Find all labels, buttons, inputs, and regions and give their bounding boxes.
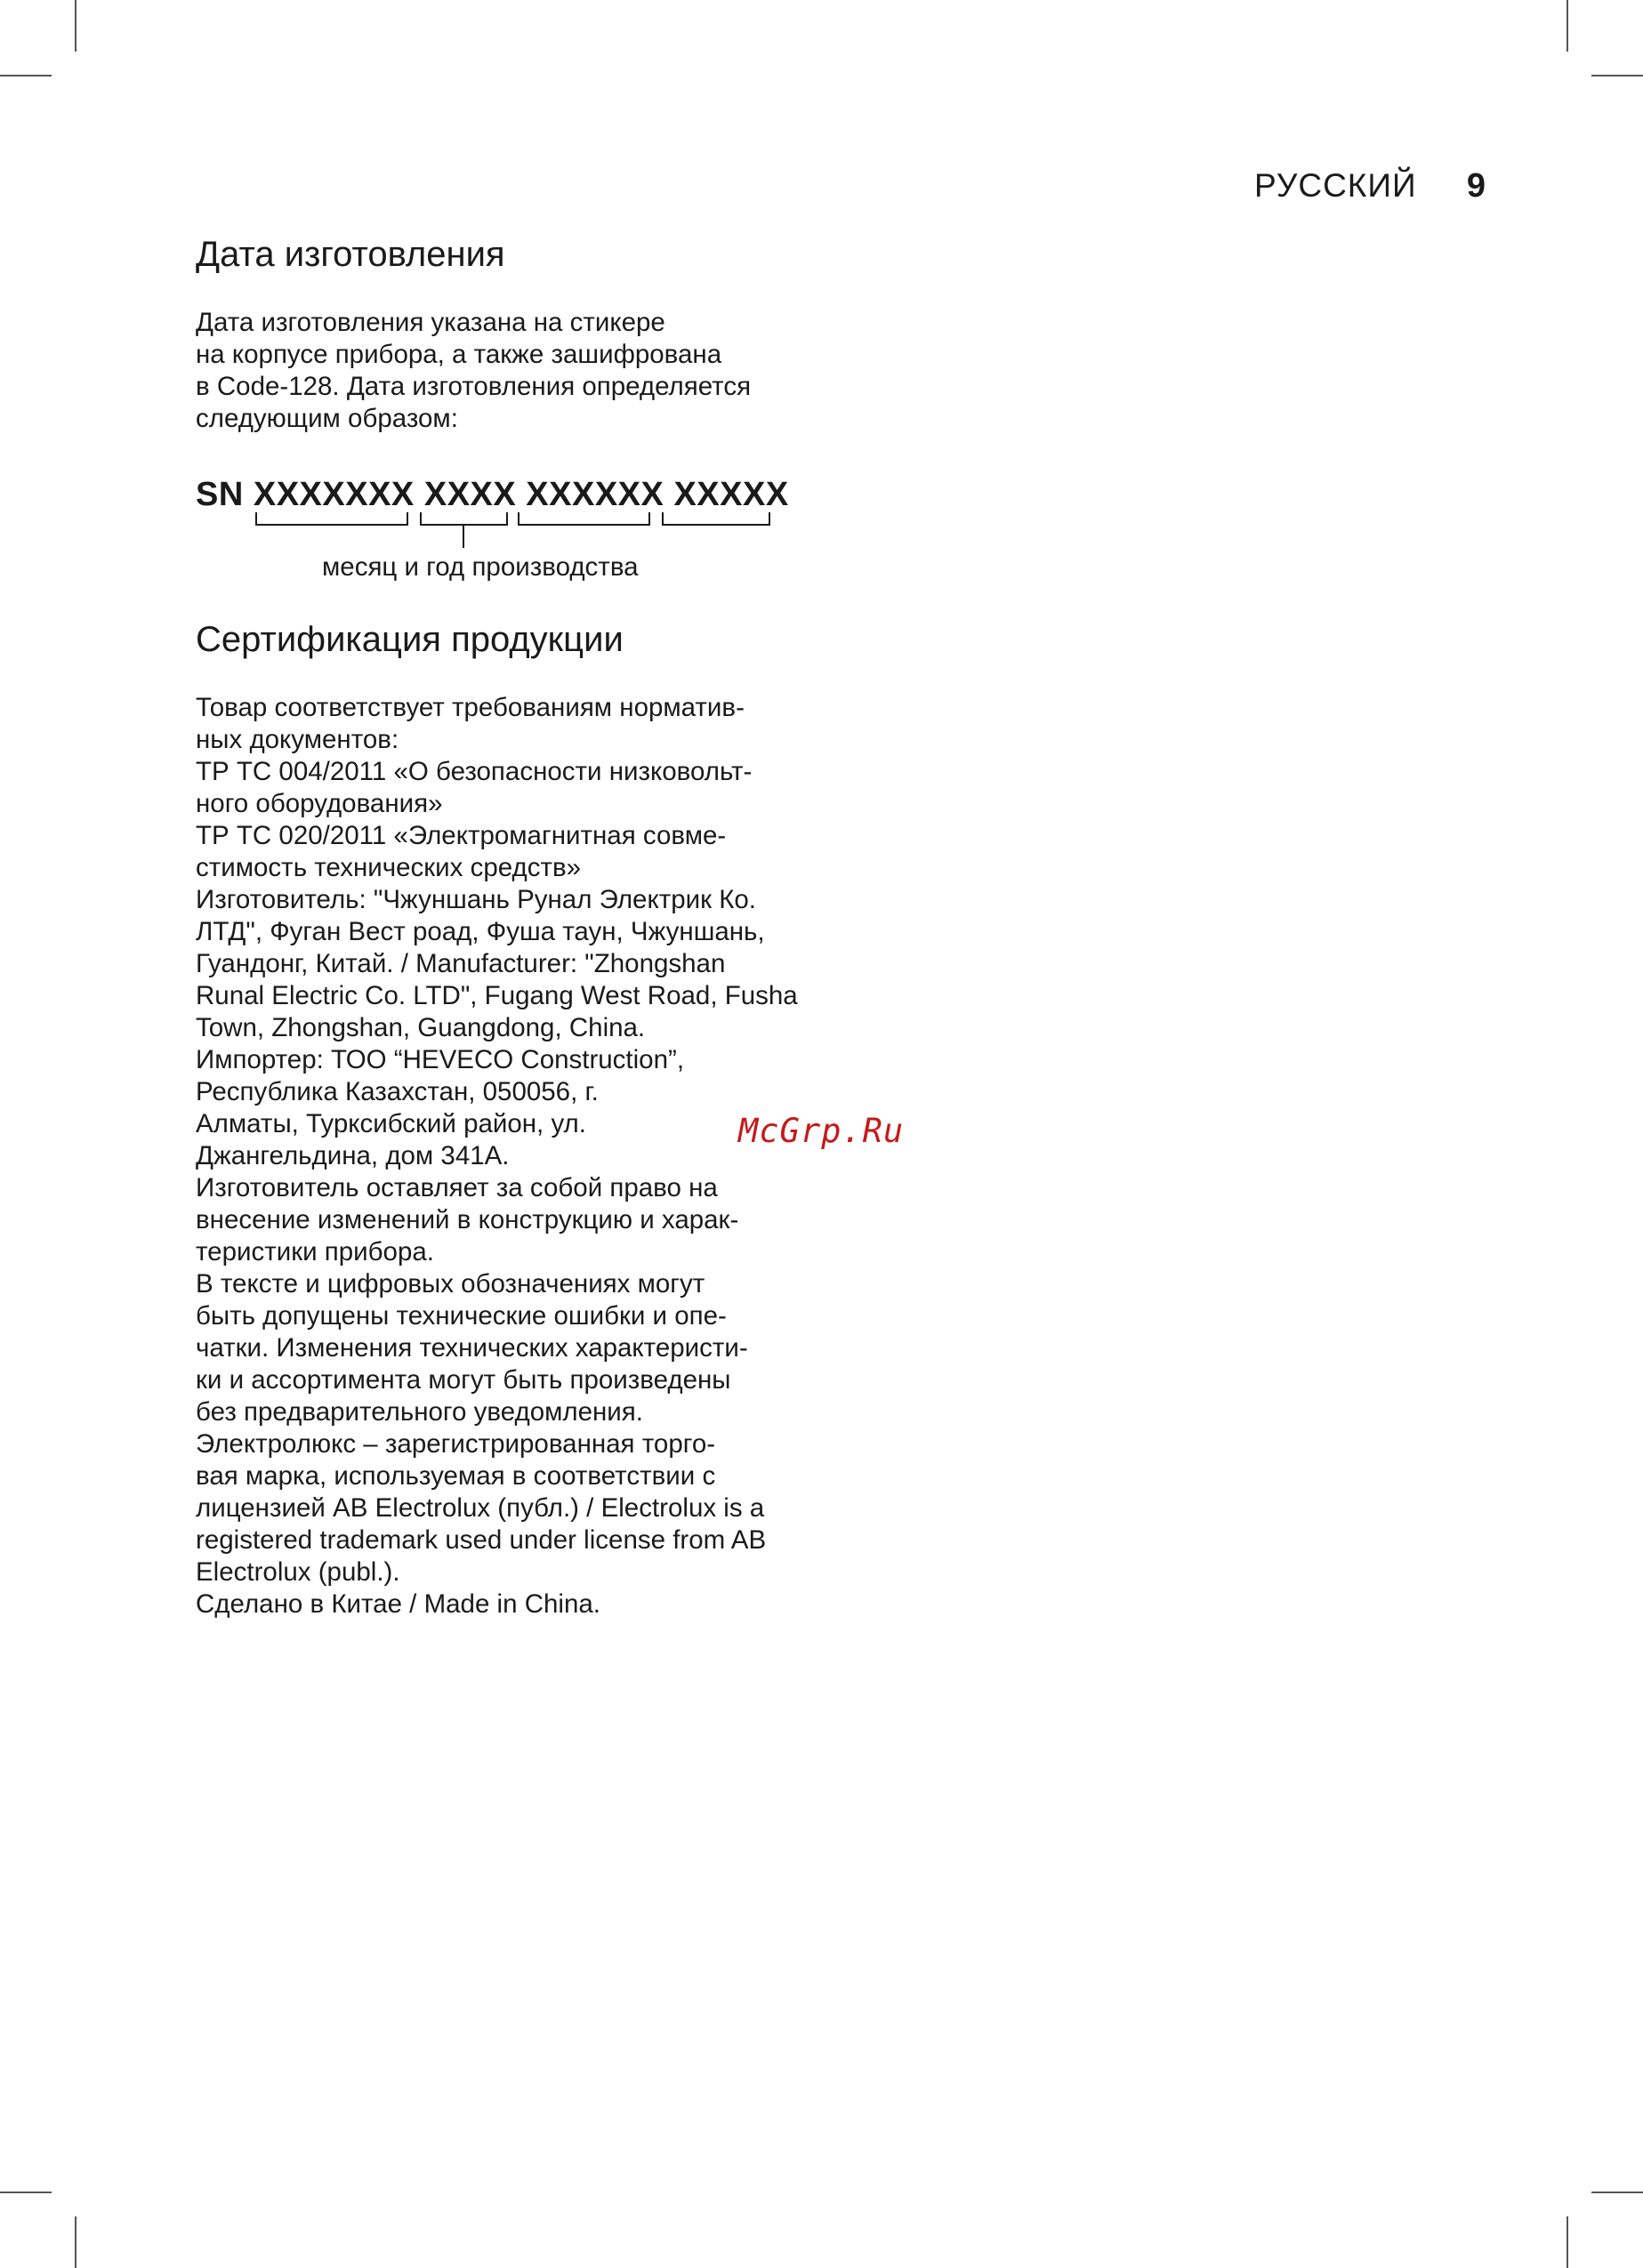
text-line: следующим образом: <box>196 404 458 433</box>
serial-brackets <box>0 0 1643 569</box>
crop-mark-bottom-right-h <box>1591 2192 1643 2193</box>
serial-group-1: XXXXXXX <box>253 476 415 513</box>
bracket-group-2 <box>421 512 507 525</box>
text-line: В тексте и цифровых обозначениях могут <box>196 1269 705 1299</box>
text-line: без предварительного уведомления. <box>196 1397 643 1427</box>
text-line: быть допущены технические ошибки и опе- <box>196 1301 727 1331</box>
serial-prefix: SN <box>196 476 244 513</box>
language-label: РУССКИЙ <box>1254 167 1417 204</box>
text-line: Товар соответствует требованиям норматив- <box>196 693 745 722</box>
text-line: registered trademark used under license from AB <box>196 1525 767 1555</box>
text-line: ТР ТС 020/2011 «Электромагнитная совме- <box>196 821 727 850</box>
text-line: Республика Казахстан, 050056, г. <box>196 1077 599 1106</box>
section-title-certification: Сертификация продукции <box>196 620 624 659</box>
text-line: Гуандонг, Китай. / Manufacturer: "Zhongshan <box>196 949 726 978</box>
page-number: 9 <box>1466 167 1486 205</box>
text-line: вая марка, используемая в соответствии с <box>196 1461 716 1491</box>
text-line: Runal Electric Co. LTD", Fugang West Road, Fusha <box>196 981 798 1010</box>
text-line: лицензией AB Electrolux (публ.) / Electrolux is a <box>196 1493 765 1523</box>
text-line: чатки. Изменения технических характеристи- <box>196 1333 748 1363</box>
text-line: стимость технических средств» <box>196 853 582 882</box>
text-line: Алматы, Турксибский район, ул. <box>196 1109 586 1138</box>
text-line: ки и ассортимента могут быть произведены <box>196 1365 731 1395</box>
text-line: Electrolux (publ.). <box>196 1557 400 1587</box>
text-line: Джангельдина, дом 341А. <box>196 1141 510 1170</box>
text-line: в Code-128. Дата изготовления определяется <box>196 372 752 401</box>
text-line: Сделано в Китае / Made in China. <box>196 1589 600 1619</box>
serial-group-3: XXXXXX <box>526 476 664 513</box>
certification-paragraph <box>196 692 798 1621</box>
text-line: внесение изменений в конструкцию и харак- <box>196 1205 739 1235</box>
text-line: Электролюкс – зарегистрированная торго- <box>196 1429 716 1459</box>
text-line: ного оборудования» <box>196 789 443 818</box>
crop-mark-bottom-right-v <box>1566 2216 1568 2268</box>
text-line: на корпусе прибора, а также зашифрована <box>196 340 722 369</box>
watermark: McGrp.Ru <box>738 1112 905 1150</box>
text-line: ных документов: <box>196 725 399 754</box>
crop-mark-bottom-left-v <box>75 2216 77 2268</box>
text-line: ЛТД", Фуган Вест роад, Фуша таун, Чжуншань, <box>196 917 765 946</box>
text-line: Импортер: ТОО “HEVECO Construction”, <box>196 1045 685 1074</box>
text-line: Изготовитель: "Чжуншань Рунал Электрик Ко. <box>196 885 756 914</box>
crop-mark-bottom-left-h <box>0 2192 52 2193</box>
text-line: ТР ТС 004/2011 «О безопасности низковольт- <box>196 757 753 786</box>
bracket-group-4 <box>663 512 769 525</box>
bracket-group-3 <box>519 512 649 525</box>
serial-caption: месяц и год производства <box>322 552 639 582</box>
serial-group-2: XXXX <box>423 476 517 513</box>
text-line: Town, Zhongshan, Guangdong, China. <box>196 1013 646 1042</box>
serial-group-4: XXXXX <box>673 476 789 513</box>
bracket-group-1 <box>256 512 407 525</box>
section-title-production-date: Дата изготовления <box>196 235 505 274</box>
text-line: теристики прибора. <box>196 1237 434 1267</box>
text-line: Дата изготовления указана на стикере <box>196 308 665 337</box>
text-line: Изготовитель оставляет за собой право на <box>196 1173 718 1202</box>
